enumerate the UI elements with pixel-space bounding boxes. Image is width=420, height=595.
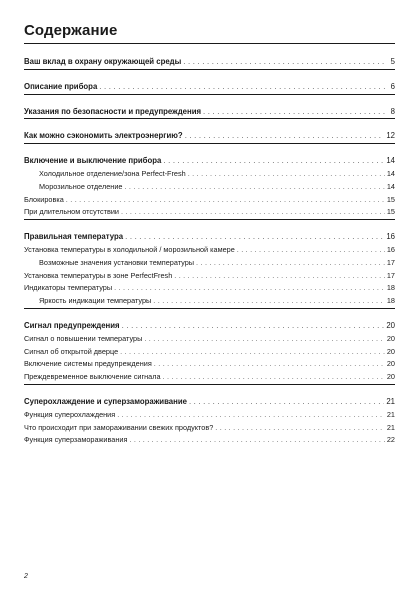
- dot-leader: [203, 106, 385, 119]
- toc-entry-page-number: 14: [386, 168, 395, 178]
- dot-leader: [120, 346, 385, 359]
- dot-leader: [188, 168, 385, 181]
- toc-heading[interactable]: [24, 106, 395, 119]
- dot-leader: [174, 270, 385, 283]
- title-divider: [24, 43, 395, 44]
- toc-heading[interactable]: [24, 231, 395, 244]
- dot-leader: [114, 282, 385, 295]
- toc-heading-label: Включение и выключение прибора: [24, 156, 162, 166]
- toc-entry-label: Функция суперзамораживания: [24, 435, 128, 445]
- toc-entry-label: Холодильное отделение/зона Perfect-Fresh: [39, 168, 186, 178]
- toc-heading-label: Правильная температура: [24, 232, 124, 242]
- toc-entry-page-number: 20: [386, 372, 395, 382]
- toc-entry-page-number: 17: [386, 270, 395, 280]
- toc-heading-page-number: 6: [390, 81, 395, 91]
- toc-entry-label: При длительном отсутствии: [24, 207, 119, 217]
- toc-entry[interactable]: [24, 168, 395, 181]
- toc-entry[interactable]: [24, 257, 395, 270]
- dot-leader: [154, 358, 385, 371]
- dot-leader: [185, 130, 385, 143]
- toc-heading-label: Суперохлаждение и суперзамораживание: [24, 396, 187, 406]
- toc-entry-page-number: 15: [386, 207, 395, 217]
- dot-leader: [196, 257, 385, 270]
- dot-leader: [121, 206, 385, 219]
- toc-entry[interactable]: [24, 181, 395, 194]
- toc-section: [24, 231, 395, 309]
- toc-entry[interactable]: [24, 282, 395, 295]
- toc-entry[interactable]: [24, 270, 395, 283]
- toc-entry-label: Функция суперохлаждения: [24, 409, 116, 419]
- toc-entry-page-number: 18: [386, 283, 395, 293]
- toc-heading[interactable]: [24, 320, 395, 333]
- toc-heading[interactable]: [24, 130, 395, 143]
- toc-section: [24, 56, 395, 70]
- toc-entry-page-number: 20: [386, 346, 395, 356]
- toc-heading-page-number: 20: [386, 320, 395, 330]
- toc-entry[interactable]: [24, 194, 395, 207]
- toc-entry-label: Включение системы предупреждения: [24, 359, 152, 369]
- toc-heading[interactable]: [24, 155, 395, 168]
- dot-leader: [122, 320, 385, 333]
- page-title: Содержание: [24, 22, 118, 39]
- toc-entry-label: Что происходит при замораживании свежих продуктов?: [24, 422, 214, 432]
- toc-heading-label: Описание прибора: [24, 81, 98, 91]
- toc-entry[interactable]: [24, 346, 395, 359]
- toc-entry[interactable]: [24, 244, 395, 257]
- toc-heading[interactable]: [24, 81, 395, 94]
- dot-leader: [124, 181, 384, 194]
- toc-entry[interactable]: [24, 422, 395, 435]
- toc-heading-page-number: 16: [386, 232, 395, 242]
- toc-heading[interactable]: [24, 396, 395, 409]
- dot-leader: [129, 434, 384, 447]
- toc-heading-label: Указания по безопасности и предупреждения: [24, 106, 202, 116]
- toc-heading-page-number: 14: [386, 156, 395, 166]
- dot-leader: [144, 333, 385, 346]
- toc-entry-label: Сигнал об открытой дверце: [24, 346, 119, 356]
- toc-entry-page-number: 18: [386, 296, 395, 306]
- toc-entry[interactable]: [24, 206, 395, 219]
- toc-entry-page-number: 22: [386, 435, 395, 445]
- page-number: 2: [24, 573, 28, 580]
- toc-heading-label: Сигнал предупреждения: [24, 320, 120, 330]
- dot-leader: [99, 81, 385, 94]
- dot-leader: [183, 56, 385, 69]
- toc-section: [24, 155, 395, 220]
- toc-entry[interactable]: [24, 295, 395, 308]
- table-of-contents: [24, 56, 395, 458]
- toc-heading-page-number: 12: [386, 131, 395, 141]
- dot-leader: [153, 295, 385, 308]
- toc-heading-page-number: 8: [390, 106, 395, 116]
- toc-entry-label: Установка температуры в зоне PerfectFresh: [24, 270, 173, 280]
- toc-entry-label: Морозильное отделение: [39, 181, 123, 191]
- toc-entry[interactable]: [24, 358, 395, 371]
- dot-leader: [163, 371, 385, 384]
- toc-entry-page-number: 15: [386, 194, 395, 204]
- toc-entry-label: Возможные значения установки температуры: [39, 257, 195, 267]
- toc-heading-label: Как можно сэкономить электроэнергию?: [24, 131, 183, 141]
- toc-section: [24, 320, 395, 385]
- dot-leader: [125, 231, 384, 244]
- dot-leader: [237, 244, 385, 257]
- toc-heading[interactable]: [24, 56, 395, 69]
- toc-section: [24, 396, 395, 447]
- toc-entry-page-number: 21: [386, 409, 395, 419]
- toc-entry-label: Установка температуры в холодильной / морозильной камере: [24, 244, 235, 254]
- toc-heading-page-number: 5: [390, 57, 395, 66]
- toc-entry[interactable]: [24, 409, 395, 422]
- toc-entry-label: Яркость индикации температуры: [39, 296, 152, 306]
- toc-entry-page-number: 17: [386, 257, 395, 267]
- dot-leader: [163, 155, 384, 168]
- toc-entry-label: Блокировка: [24, 194, 64, 204]
- dot-leader: [189, 396, 384, 409]
- toc-section: [24, 81, 395, 95]
- toc-entry-label: Преждевременное выключение сигнала: [24, 372, 161, 382]
- toc-entry-label: Сигнал о повышении температуры: [24, 333, 143, 343]
- toc-section: [24, 130, 395, 144]
- toc-section: [24, 106, 395, 120]
- toc-heading-label: Ваш вклад в охрану окружающей среды: [24, 57, 182, 66]
- dot-leader: [117, 409, 385, 422]
- toc-entry[interactable]: [24, 434, 395, 447]
- toc-entry-page-number: 20: [386, 333, 395, 343]
- toc-entry-page-number: 14: [386, 181, 395, 191]
- toc-entry-page-number: 20: [386, 359, 395, 369]
- toc-entry-label: Индикаторы температуры: [24, 283, 113, 293]
- toc-entry[interactable]: [24, 333, 395, 346]
- toc-entry-page-number: 21: [386, 422, 395, 432]
- dot-leader: [66, 194, 385, 207]
- toc-heading-page-number: 21: [386, 396, 395, 406]
- dot-leader: [215, 422, 385, 435]
- toc-entry-page-number: 16: [386, 244, 395, 254]
- toc-entry[interactable]: [24, 371, 395, 384]
